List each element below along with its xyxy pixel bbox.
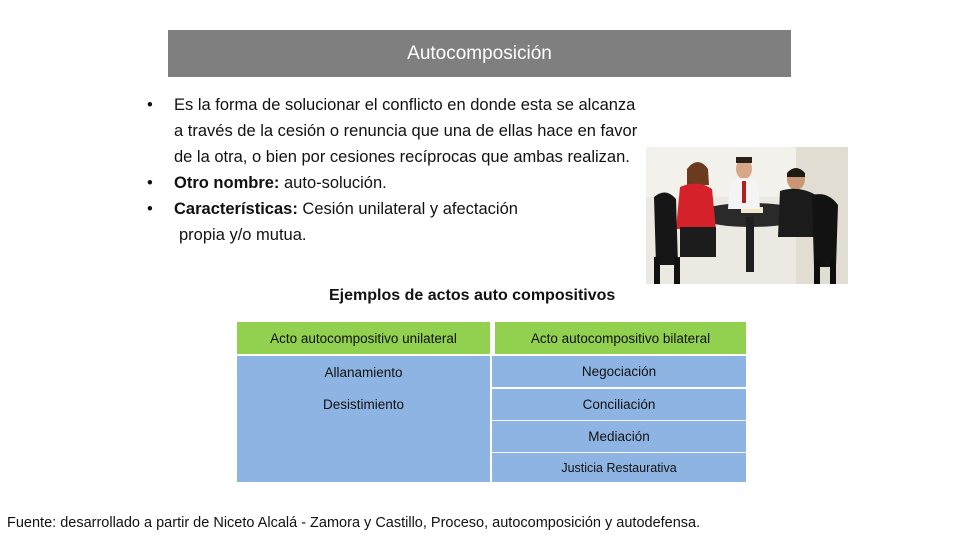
- meeting-photo-image: [646, 147, 848, 284]
- bullet-definition-text: Es la forma de solucionar el conflicto en donde esta se alcanza a través de la cesión o renuncia que una de ellas hace en favor de la otra, o bien por cesiones recíprocas que ambas realizan.: [174, 96, 638, 166]
- table-cell-unilateral: Desistimiento: [322, 396, 405, 412]
- table-header-bilateral: Acto autocompositivo bilateral: [495, 322, 746, 354]
- bullet-characteristics-text-cont: propia y/o mutua.: [179, 226, 307, 244]
- table-cell-bilateral: Negociación: [492, 356, 746, 387]
- meeting-photo: [646, 147, 848, 284]
- table-cell-bilateral: Justicia Restaurativa: [492, 453, 746, 482]
- source-citation: Fuente: desarrollado a partir de Niceto Alcalá - Zamora y Castillo, Proceso, autocomposición y autodefensa.: [7, 515, 701, 531]
- table-cell-bilateral: Conciliación: [492, 389, 746, 420]
- bullet-definition: [145, 92, 644, 170]
- table-cell-unilateral: Allanamiento: [324, 364, 403, 380]
- bullet-other-name-text: auto-solución.: [279, 174, 387, 192]
- bullet-characteristics-text: Cesión unilateral y afectación: [297, 200, 518, 218]
- examples-heading: Ejemplos de actos auto compositivos: [329, 287, 616, 304]
- table-cell-bilateral: Mediación: [492, 421, 746, 452]
- slide-title: Autocomposición: [168, 30, 791, 77]
- table-header-unilateral: Acto autocompositivo unilateral: [237, 322, 490, 354]
- bullet-characteristics-label: Características:: [174, 200, 298, 218]
- table-column-unilateral: [237, 356, 490, 482]
- bullet-other-name-label: Otro nombre:: [174, 174, 280, 192]
